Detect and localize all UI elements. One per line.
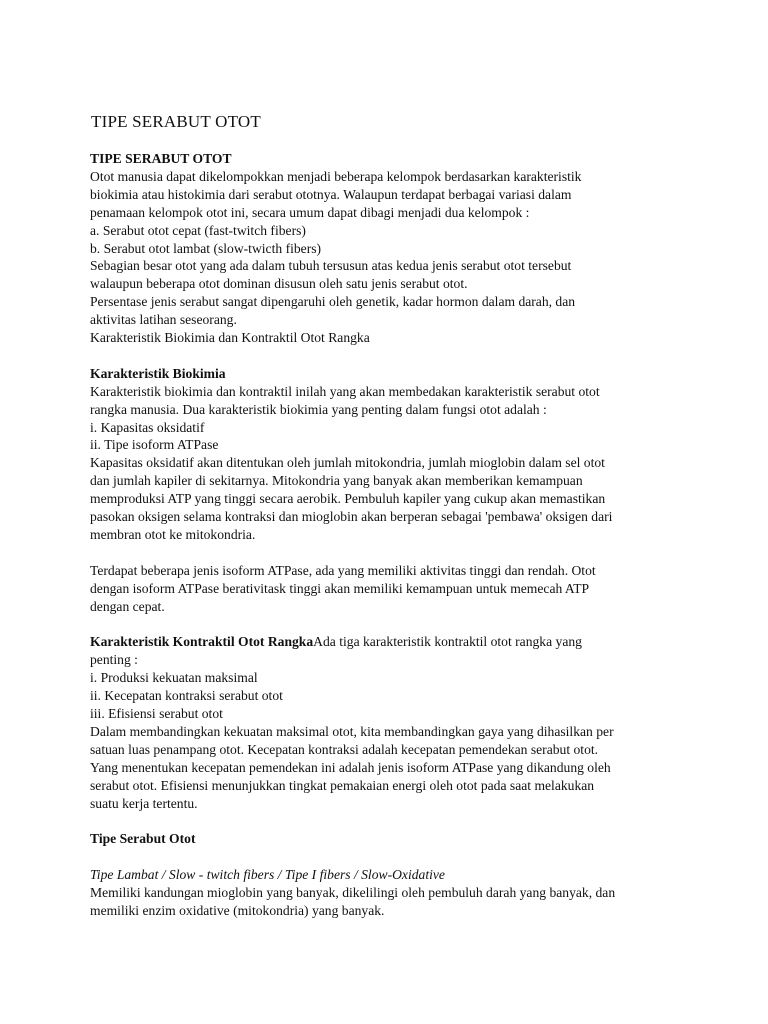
paragraph-line: dengan cepat. [90, 598, 165, 614]
paragraph-line: Sebagian besar otot yang ada dalam tubuh tersusun atas kedua jenis serabut otot tersebut [90, 258, 572, 274]
paragraph-line: dan jumlah kapiler di sekitarnya. Mitokondria yang banyak akan memberikan kemampuan [90, 473, 583, 489]
paragraph-line: memproduksi ATP yang tinggi secara aerobik. Pembuluh kapiler yang cukup akan memastikan [90, 491, 606, 507]
paragraph-line: pasokan oksigen selama kontraksi dan mioglobin akan berperan sebagai 'pembawa' oksigen dari [90, 509, 613, 525]
paragraph-line: memiliki enzim oxidative (mitokondria) yang banyak. [90, 902, 385, 918]
subsection-heading: Tipe Lambat / Slow - twitch fibers / Tipe I fibers / Slow-Oxidative [90, 867, 445, 883]
paragraph-line: Otot manusia dapat dikelompokkan menjadi beberapa kelompok berdasarkan karakteristik [90, 168, 582, 184]
section-heading: Karakteristik Kontraktil Otot Rangka [90, 634, 314, 650]
list-item: ii. Kecepatan kontraksi serabut otot [90, 688, 283, 704]
paragraph-line: Karakteristik Biokimia dan Kontraktil Otot Rangka [90, 330, 370, 346]
paragraph-line: biokimia atau histokimia dari serabut ototnya. Walaupun terdapat berbagai variasi dalam [90, 186, 572, 202]
paragraph-line: Dalam membandingkan kekuatan maksimal otot, kita membandingkan gaya yang dihasilkan per [90, 723, 614, 739]
paragraph-line: Karakteristik biokimia dan kontraktil inilah yang akan membedakan karakteristik serabut otot [90, 383, 600, 399]
paragraph-line: satuan luas penampang otot. Kecepatan kontraksi adalah kecepatan pemendekan serabut otot. [90, 741, 599, 757]
paragraph-line: serabut otot. Efisiensi menunjukkan tingkat pemakaian energi oleh otot pada saat melakukan [90, 777, 595, 793]
list-item: i. Kapasitas oksidatif [90, 419, 205, 435]
list-item: a. Serabut otot cepat (fast-twitch fibers) [90, 222, 306, 238]
section-heading: TIPE SERABUT OTOT [90, 151, 232, 166]
paragraph-line: suatu kerja tertentu. [90, 795, 198, 811]
paragraph-line: membran otot ke mitokondria. [90, 527, 256, 543]
list-item: b. Serabut otot lambat (slow-twicth fibers) [90, 240, 322, 256]
section-heading-line [90, 633, 730, 651]
list-item: iii. Efisiensi serabut otot [90, 706, 223, 722]
list-item: i. Produksi kekuatan maksimal [90, 670, 258, 686]
section-heading: Karakteristik Biokimia [90, 365, 226, 381]
paragraph-line: Yang menentukan kecepatan pemendekan ini adalah jenis isoform ATPase yang dikandung oleh [90, 759, 611, 775]
paragraph-line: Ada tiga karakteristik kontraktil otot rangka yang [313, 634, 582, 650]
paragraph-line: aktivitas latihan seseorang. [90, 312, 237, 328]
paragraph-line: rangka manusia. Dua karakteristik biokimia yang penting dalam fungsi otot adalah : [90, 401, 547, 417]
section-heading: Tipe Serabut Otot [90, 831, 196, 847]
paragraph-line: Memiliki kandungan mioglobin yang banyak, dikelilingi oleh pembuluh darah yang banyak, dan [90, 885, 616, 901]
list-item: ii. Tipe isoform ATPase [90, 437, 219, 453]
paragraph-line: dengan isoform ATPase berativitask tinggi akan memiliki kemampuan untuk memecah ATP [90, 580, 590, 596]
paragraph-line: Kapasitas oksidatif akan ditentukan oleh jumlah mitokondria, jumlah mioglobin dalam sel otot [90, 455, 605, 471]
paragraph-line: penting : [90, 652, 138, 668]
document-body [90, 150, 730, 920]
paragraph-line: Persentase jenis serabut sangat dipengaruhi oleh genetik, kadar hormon dalam darah, dan [90, 294, 576, 310]
paragraph-line: Terdapat beberapa jenis isoform ATPase, ada yang memiliki aktivitas tinggi dan rendah. Otot [90, 562, 596, 578]
paragraph-line: penamaan kelompok otot ini, secara umum dapat dibagi menjadi dua kelompok : [90, 204, 530, 220]
paragraph-line: walaupun beberapa otot dominan disusun oleh satu jenis serabut otot. [90, 276, 468, 292]
document-title: TIPE SERABUT OTOT [91, 112, 261, 131]
